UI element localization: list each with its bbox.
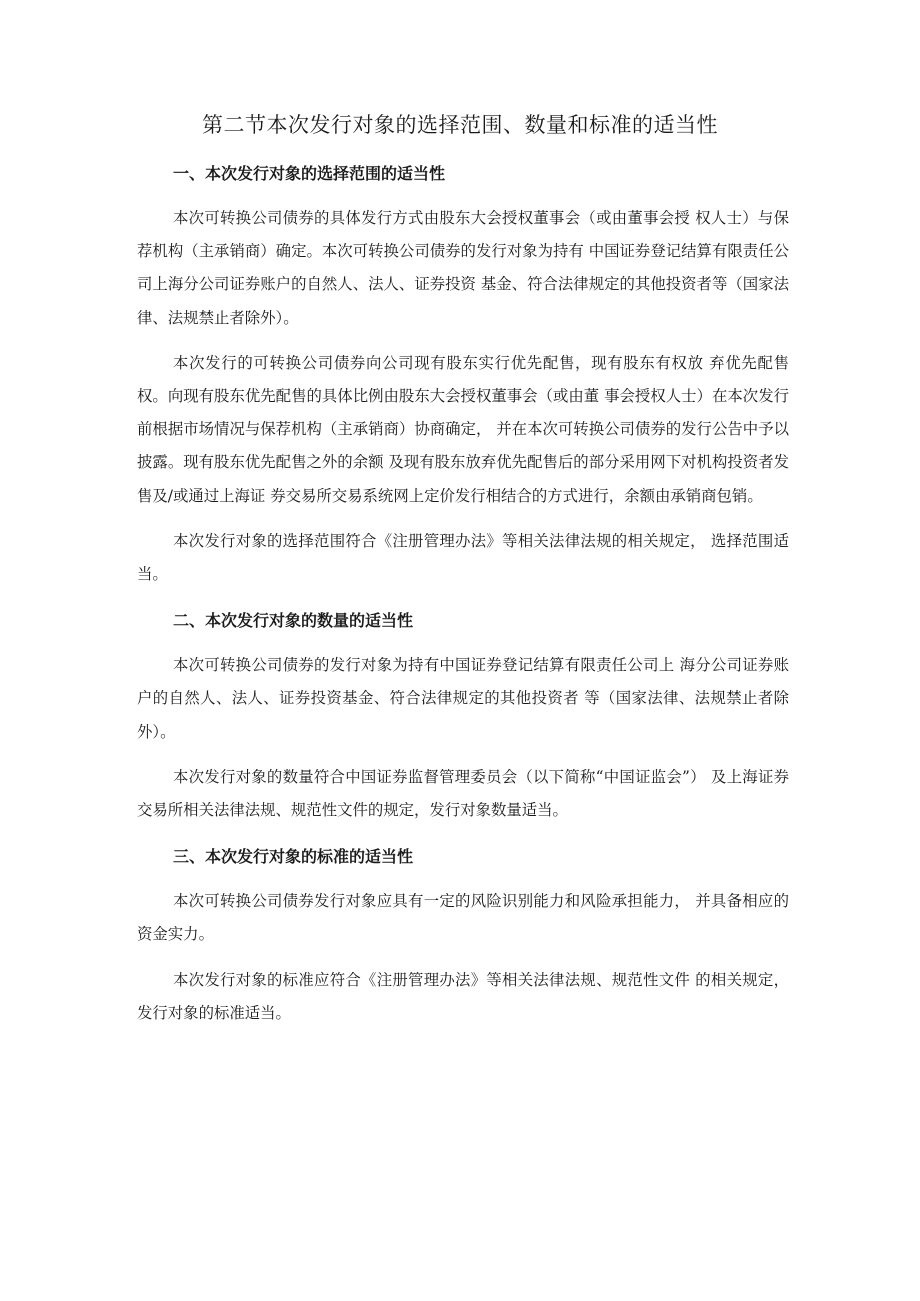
section-heading-1: 一、本次发行对象的选择范围的适当性: [173, 164, 446, 183]
page-title: 第二节本次发行对象的选择范围、数量和标准的适当性: [202, 113, 718, 137]
paragraph-1-2: 本次发行的可转换公司债券向公司现有股东实行优先配售，现有股东有权放 弃优先配售权。向现有股东优先配售的具体比例由股东大会授权董事会（或由董 事会授权人士）在本次发行前根据市场情况与保荐机构（主承销商）协商确定， 并在本次可转换公司债券的发行公告中予以披露。现有股东优先配售之外的余额 及现有股东放弃优先配售后的部分采用网下对机构投资者发售及/或通过上海证 券交易所交易系统网上定价发行相结合的方式进行，余额由承销商包销。: [137, 353, 789, 505]
paragraph-1-3: 本次发行对象的选择范围符合《注册管理办法》等相关法律法规的相关规定， 选择范围适当。: [137, 531, 789, 584]
paragraph-2-2: 本次发行对象的数量符合中国证券监督管理委员会（以下简称“中国证监会”） 及上海证券交易所相关法律法规、规范性文件的规定，发行对象数量适当。: [137, 767, 789, 820]
section-heading-3: 三、本次发行对象的标准的适当性: [173, 847, 414, 867]
paragraph-3-2: 本次发行对象的标准应符合《注册管理办法》等相关法律法规、规范性文件 的相关规定，发行对象的标准适当。: [137, 970, 789, 1022]
paragraph-1-1: 本次可转换公司债券的具体发行方式由股东大会授权董事会（或由董事会授 权人士）与保荐机构（主承销商）确定。本次可转换公司债券的发行对象为持有 中国证券登记结算有限责任公司上海分公司证券账户的自然人、法人、证券投资 基金、符合法律规定的其他投资者等（国家法律、法规禁止者除外）。: [137, 209, 789, 327]
paragraph-2-1: 本次可转换公司债券的发行对象为持有中国证券登记结算有限责任公司上 海分公司证券账户的自然人、法人、证券投资基金、符合法律规定的其他投资者 等（国家法律、法规禁止者除外）。: [137, 656, 789, 741]
section-heading-2: 二、本次发行对象的数量的适当性: [173, 611, 414, 631]
document-body: [137, 160, 789, 1030]
paragraph-3-1: 本次可转换公司债券发行对象应具有一定的风险识别能力和风险承担能力， 并具备相应的资金实力。: [137, 892, 789, 944]
